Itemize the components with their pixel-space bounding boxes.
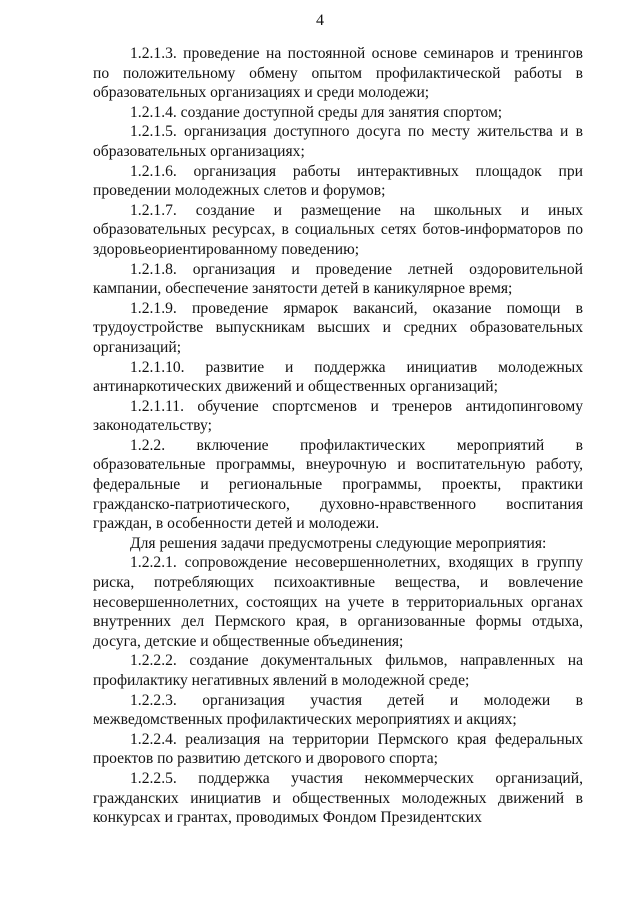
document-body	[93, 44, 583, 828]
paragraph-1-2-1-9: 1.2.1.9. проведение ярмарок вакансий, оказание помощи в трудоустройстве выпускникам высших и средних образовательных организаций;	[93, 299, 583, 356]
paragraph-tasks-intro: Для решения задачи предусмотрены следующие мероприятия:	[130, 534, 547, 552]
paragraph-1-2-2-2: 1.2.2.2. создание документальных фильмов, направленных на профилактику негативных явлений в молодежной среде;	[93, 652, 583, 689]
paragraph-1-2-1-10: 1.2.1.10. развитие и поддержка инициатив молодежных антинаркотических движений и общественных организаций;	[93, 358, 583, 396]
paragraph-1-2-2: 1.2.2. включение профилактических мероприятий в образовательные программы, внеурочную и воспитательную работу, федеральные и региональные программы, проекты, практики гражданско-патриотического, духовно-нравственного воспитания граждан, в особенности детей и молодежи.	[93, 436, 583, 533]
paragraph-1-2-1-11: 1.2.1.11. обучение спортсменов и тренеров антидопинговому законодательству;	[93, 397, 583, 435]
paragraph-1-2-1-6: 1.2.1.6. организация работы интерактивных площадок при проведении молодежных слетов и форумов;	[93, 162, 583, 200]
paragraph-1-2-1-8: 1.2.1.8. организация и проведение летней оздоровительной кампании, обеспечение занятости детей в каникулярное время;	[93, 260, 583, 298]
paragraph-1-2-1-4: 1.2.1.4. создание доступной среды для занятия спортом;	[130, 103, 503, 121]
paragraph-1-2-1-7: 1.2.1.7. создание и размещение на школьных и иных образовательных ресурсах, в социальных сетях ботов-информаторов по здоровьеориентированному поведению;	[93, 201, 583, 258]
paragraph-1-2-2-4: 1.2.2.4. реализация на территории Пермского края федеральных проектов по развитию детского и дворового спорта;	[93, 730, 583, 768]
paragraph-1-2-1-3: 1.2.1.3. проведение на постоянной основе семинаров и тренингов по положительному обмену опытом профилактической работы в образовательных организациях и среди молодежи;	[93, 45, 583, 102]
paragraph-1-2-2-5: 1.2.2.5. поддержка участия некоммерческих организаций, гражданских инициатив и общественных молодежных движений в конкурсах и грантах, проводимых Фондом Президентских	[93, 769, 583, 827]
paragraph-1-2-1-5: 1.2.1.5. организация доступного досуга по месту жительства и в образовательных организациях;	[93, 123, 583, 160]
paragraph-1-2-2-1: 1.2.2.1. сопровождение несовершеннолетних, входящих в группу риска, потребляющих психоактивные вещества, и вовлечение несовершеннолетних, состоящих на учете в территориальных органах внутренних дел Пермского края, в организованные формы отдыха, досуга, детские и общественные объединения;	[93, 554, 583, 650]
page-number: 4	[316, 12, 324, 29]
paragraph-1-2-2-3: 1.2.2.3. организация участия детей и молодежи в межведомственных профилактических мероприятиях и акциях;	[93, 691, 583, 729]
